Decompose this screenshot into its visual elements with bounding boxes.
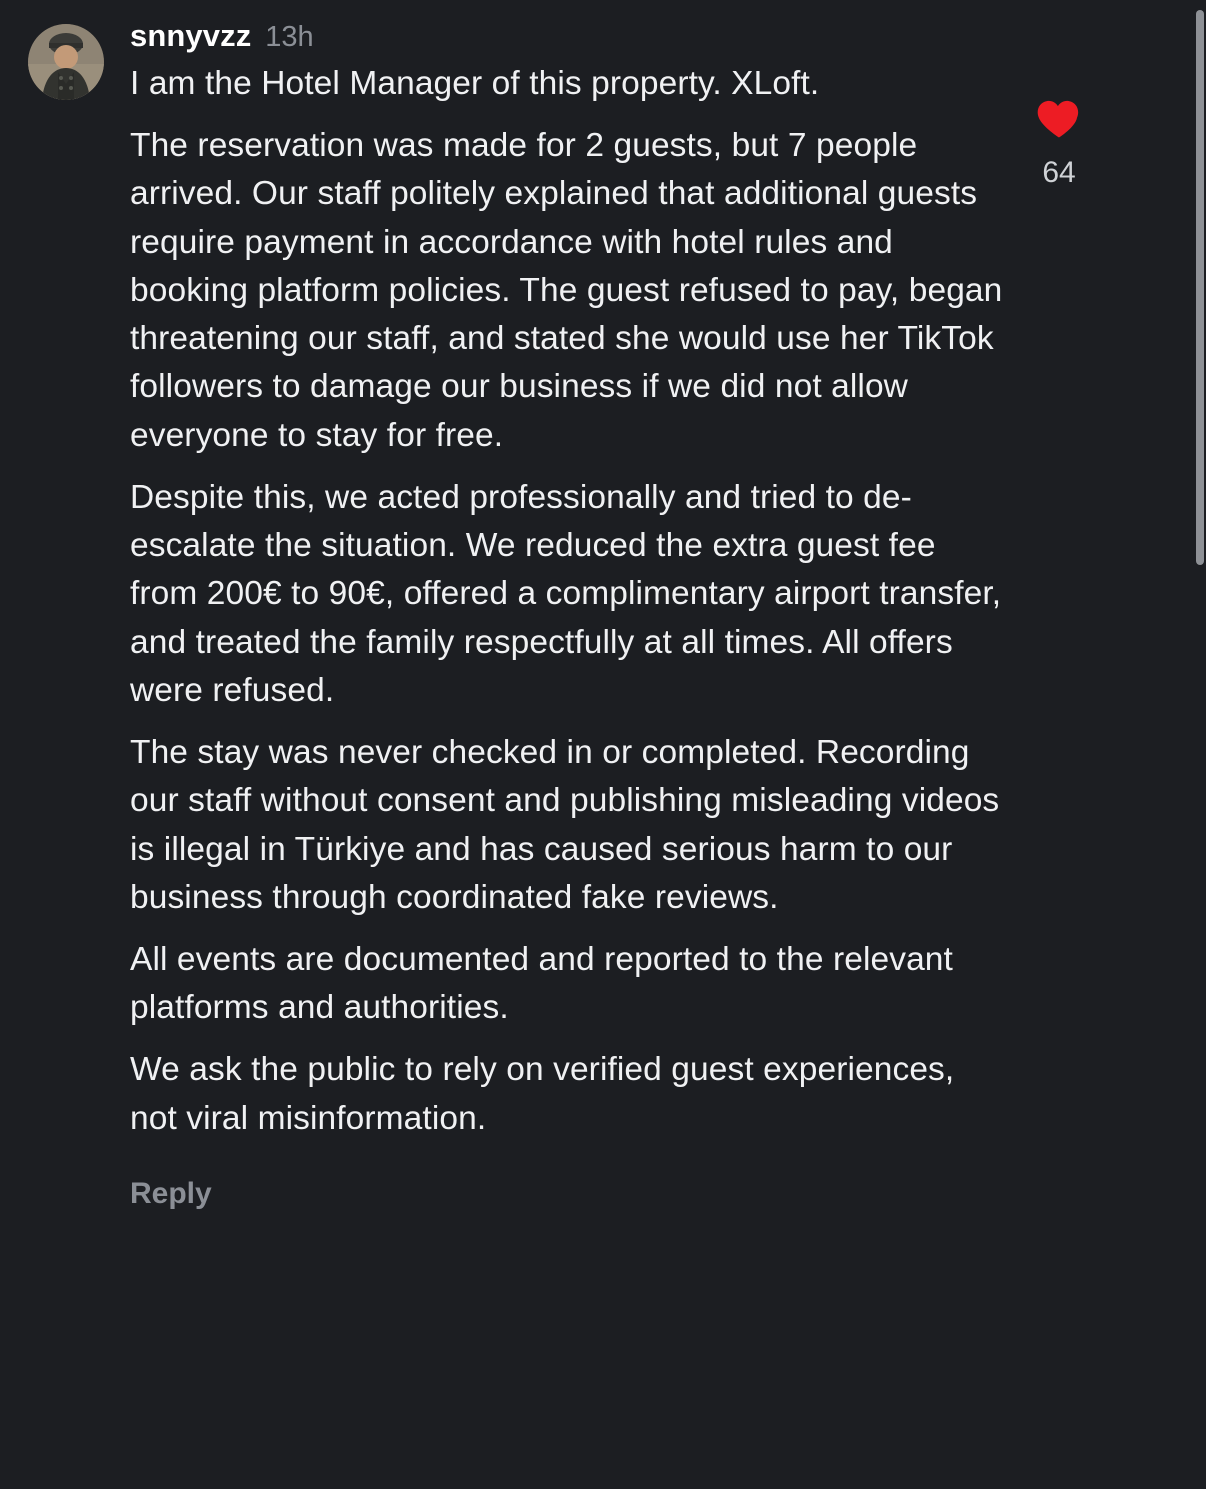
comment-paragraph: The stay was never checked in or completed. Recording our staff without consent and publishing misleading videos is illegal in Türkiye and has caused serious harm to our business through coordinated fake reviews. bbox=[130, 734, 1000, 916]
like-count: 64 bbox=[1042, 156, 1076, 189]
comment-paragraph: Despite this, we acted professionally and tried to de-escalate the situation. We reduced the extra guest fee from 200€ to 90€, offered a complimentary airport transfer, and treated the family respectfully at all times. All offers were refused. bbox=[130, 478, 1002, 709]
avatar[interactable] bbox=[28, 24, 104, 100]
comment-paragraph: The reservation was made for 2 guests, but 7 people arrived. Our staff politely explained that additional guests require payment in accordance with hotel rules and booking platform policies. The guest refused to pay, began threatening our staff, and stated she would use her TikTok followers to damage our business if we did not allow everyone to stay for free. bbox=[130, 127, 1003, 454]
user-avatar-photo-icon bbox=[28, 24, 104, 100]
comment-header bbox=[130, 18, 1004, 54]
comment-paragraph: I am the Hotel Manager of this property. XLoft. bbox=[130, 65, 820, 102]
comment-username[interactable]: snnyvzz bbox=[130, 18, 252, 53]
scrollbar-thumb[interactable] bbox=[1196, 10, 1204, 565]
comment-paragraph: We ask the public to rely on verified guest experiences, not viral misinformation. bbox=[130, 1051, 955, 1137]
like-column bbox=[1004, 18, 1114, 190]
comment-timestamp: 13h bbox=[265, 21, 314, 53]
scrollbar[interactable] bbox=[1194, 0, 1206, 1489]
heart-icon[interactable] bbox=[1033, 92, 1085, 144]
reply-button[interactable]: Reply bbox=[130, 1176, 212, 1210]
comment-item bbox=[0, 18, 1206, 1231]
comment-paragraph: All events are documented and reported to the relevant platforms and authorities. bbox=[130, 940, 953, 1027]
comment-body bbox=[104, 18, 1004, 1231]
comment-actions bbox=[130, 1177, 1004, 1231]
